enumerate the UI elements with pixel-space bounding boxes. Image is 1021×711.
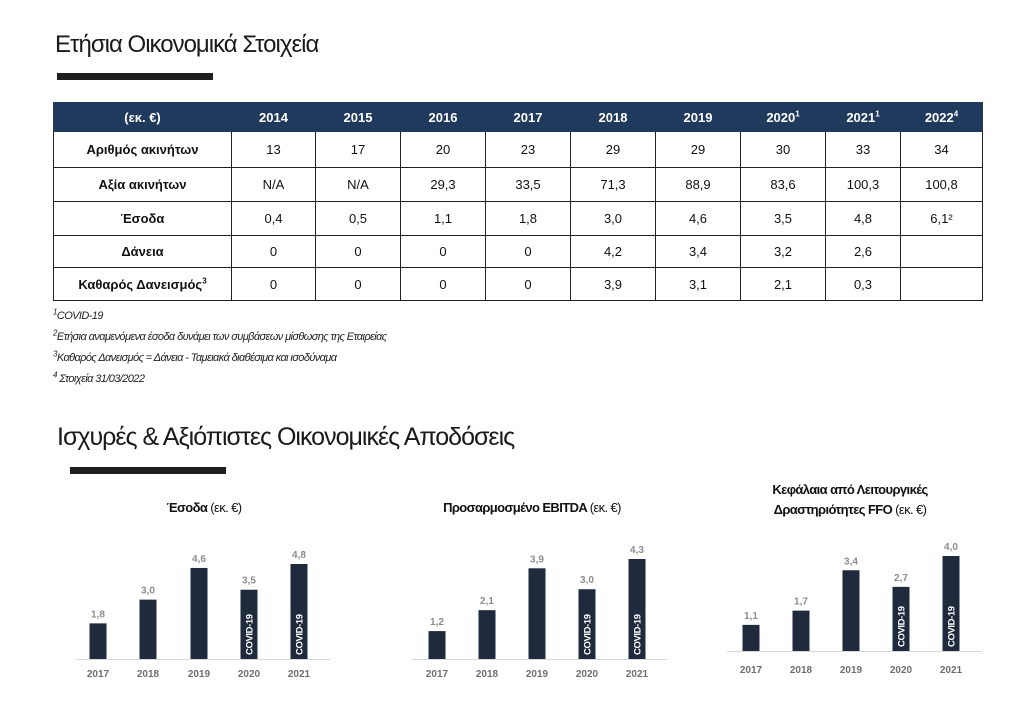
table-header-row	[54, 103, 983, 132]
table-cell: 30	[741, 132, 826, 168]
x-tick-label: 2018	[136, 669, 160, 680]
table-cell: 3,0	[571, 202, 656, 236]
table-row	[54, 202, 983, 236]
bar	[90, 623, 107, 659]
table-cell: 13	[232, 132, 316, 168]
x-tick-label: 2020	[889, 665, 913, 676]
table-cell: 0	[316, 236, 401, 268]
title-underline	[57, 73, 213, 80]
bar-value-label: 3,5	[242, 575, 256, 587]
bar-value-label: 1,7	[794, 596, 808, 608]
footnotes	[53, 306, 387, 390]
section-title-annual-financials: Ετήσια Οικονομικά Στοιχεία	[55, 31, 319, 58]
bar	[429, 631, 446, 659]
row-label: Αριθμός ακινήτων	[54, 132, 232, 168]
row-label: Αξία ακινήτων	[54, 168, 232, 202]
x-tick-label: 2019	[187, 669, 211, 680]
bar-value-label: 4,0	[944, 542, 958, 553]
footnote: $^3$Καθαρός Δανεισμός = Δάνεια - Ταμειακά διαθέσιμα και ισοδύναμα	[53, 349, 337, 364]
footnote: $^4$ Στοιχεία 31/03/2022	[53, 370, 145, 385]
table-cell: 1,1	[401, 202, 486, 236]
header-year: 2014	[232, 103, 316, 132]
table-row	[54, 132, 983, 168]
row-label: Καθαρός Δανεισμός$^3$	[54, 268, 232, 301]
bar-value-label: 3,4	[844, 556, 858, 568]
table-cell: 0	[232, 268, 316, 301]
table-cell: N/A	[232, 168, 316, 202]
bar-value-label: 1,2	[430, 617, 444, 629]
chart-title-ffo: Κεφάλαια από Λειτουργικές Δραστηριότητες FFO (εκ. €)	[772, 482, 928, 517]
table-cell: 4,2	[571, 236, 656, 268]
table-row	[54, 168, 983, 202]
table-cell: 17	[316, 132, 401, 168]
header-year: 2015	[316, 103, 401, 132]
table-cell: 33,5	[486, 168, 571, 202]
table-cell: 29	[656, 132, 741, 168]
bar-annotation: COVID-19	[244, 614, 256, 655]
bar-value-label: 2,7	[894, 572, 908, 584]
x-tick-label: 2017	[86, 669, 110, 680]
x-tick-label: 2021	[939, 665, 963, 676]
table-cell: 0,3	[826, 268, 901, 301]
table-cell: 3,4	[656, 236, 741, 268]
table-cell: 100,8	[901, 168, 983, 202]
table-cell: 3,5	[741, 202, 826, 236]
table-cell: 88,9	[656, 168, 741, 202]
table-cell: 0,4	[232, 202, 316, 236]
table-cell: 83,6	[741, 168, 826, 202]
x-tick-label: 2018	[475, 669, 499, 680]
table-cell: 1,8	[486, 202, 571, 236]
x-tick-label: 2019	[525, 669, 549, 680]
table-row	[54, 236, 983, 268]
table-cell: N/A	[316, 168, 401, 202]
table-cell: 2,1	[741, 268, 826, 301]
header-year: 2017	[486, 103, 571, 132]
table-cell: 23	[486, 132, 571, 168]
bar-value-label: 3,0	[580, 575, 594, 587]
x-tick-label: 2019	[839, 665, 863, 676]
x-tick-label: 2020	[575, 669, 599, 680]
row-label: Δάνεια	[54, 236, 232, 268]
header-year: 2018	[571, 103, 656, 132]
table-cell: 3,9	[571, 268, 656, 301]
section-title-performance: Ισχυρές & Αξιόπιστες Οικονομικές Αποδόσεις	[57, 423, 515, 451]
ebitda-bar-chart	[412, 535, 667, 685]
header-year: 2016	[401, 103, 486, 132]
x-tick-label: 2018	[789, 665, 813, 676]
bar-value-label: 1,1	[744, 610, 758, 622]
table-cell: 3,1	[656, 268, 741, 301]
header-year: 2019	[656, 103, 741, 132]
header-year: 2020$^1$	[741, 103, 826, 132]
header-year: 2021$^1$	[826, 103, 901, 132]
table-cell: 4,6	[656, 202, 741, 236]
table-cell: 34	[901, 132, 983, 168]
footnote: $^1$COVID-19	[53, 307, 103, 322]
table-cell: 4,8	[826, 202, 901, 236]
table-cell: 29	[571, 132, 656, 168]
bar-annotation: COVID-19	[632, 614, 644, 655]
x-tick-label: 2021	[625, 669, 649, 680]
x-tick-label: 2017	[425, 669, 449, 680]
bar	[479, 610, 496, 659]
bar-value-label: 4,8	[292, 550, 306, 561]
table-cell: 3,2	[741, 236, 826, 268]
header-year: 2022$^4$	[901, 103, 983, 132]
bar	[191, 568, 208, 659]
bar	[743, 625, 760, 651]
bar	[793, 611, 810, 651]
table-cell: 0	[486, 268, 571, 301]
bar-annotation: COVID-19	[946, 606, 958, 647]
bar-value-label: 4,3	[630, 545, 644, 556]
bar-value-label: 4,6	[192, 553, 206, 565]
chart-title-ebitda: Προσαρμοσμένο EBITDA (εκ. €)	[443, 500, 621, 515]
bar-value-label: 3,9	[530, 554, 544, 566]
revenue-bar-chart	[75, 535, 330, 685]
table-cell	[901, 268, 983, 301]
x-tick-label: 2017	[739, 665, 763, 676]
bar-annotation: COVID-19	[294, 614, 306, 655]
table-cell: 0	[232, 236, 316, 268]
table-cell: 29,3	[401, 168, 486, 202]
bar-annotation: COVID-19	[896, 606, 908, 647]
financials-table	[53, 102, 983, 301]
table-cell	[901, 236, 983, 268]
chart-title-revenue: Έσοδα (εκ. €)	[166, 500, 242, 515]
bar-value-label: 1,8	[91, 609, 105, 621]
x-tick-label: 2020	[237, 669, 261, 680]
ffo-bar-chart	[727, 535, 982, 680]
bar-value-label: 3,0	[141, 585, 155, 597]
table-cell: 0	[401, 236, 486, 268]
title-underline	[70, 467, 226, 474]
table-cell: 6,1²	[901, 202, 983, 236]
footnote: $^2$Ετήσια αναμενόμενα έσοδα δυνάμει των συμβάσεων μίσθωσης της Εταιρείας	[53, 328, 387, 343]
header-unit-label: (εκ. €)	[54, 103, 232, 132]
table-cell: 2,6	[826, 236, 901, 268]
row-label: Έσοδα	[54, 202, 232, 236]
table-cell: 100,3	[826, 168, 901, 202]
table-cell: 33	[826, 132, 901, 168]
table-cell: 0,5	[316, 202, 401, 236]
table-cell: 0	[316, 268, 401, 301]
bar-annotation: COVID-19	[582, 614, 594, 655]
bar	[140, 600, 157, 659]
x-tick-label: 2021	[287, 669, 311, 680]
table-row	[54, 268, 983, 301]
bar	[843, 570, 860, 651]
table-cell: 0	[486, 236, 571, 268]
table-cell: 20	[401, 132, 486, 168]
bar-value-label: 2,1	[480, 596, 494, 608]
table-cell: 0	[401, 268, 486, 301]
table-cell: 71,3	[571, 168, 656, 202]
bar	[529, 568, 546, 659]
